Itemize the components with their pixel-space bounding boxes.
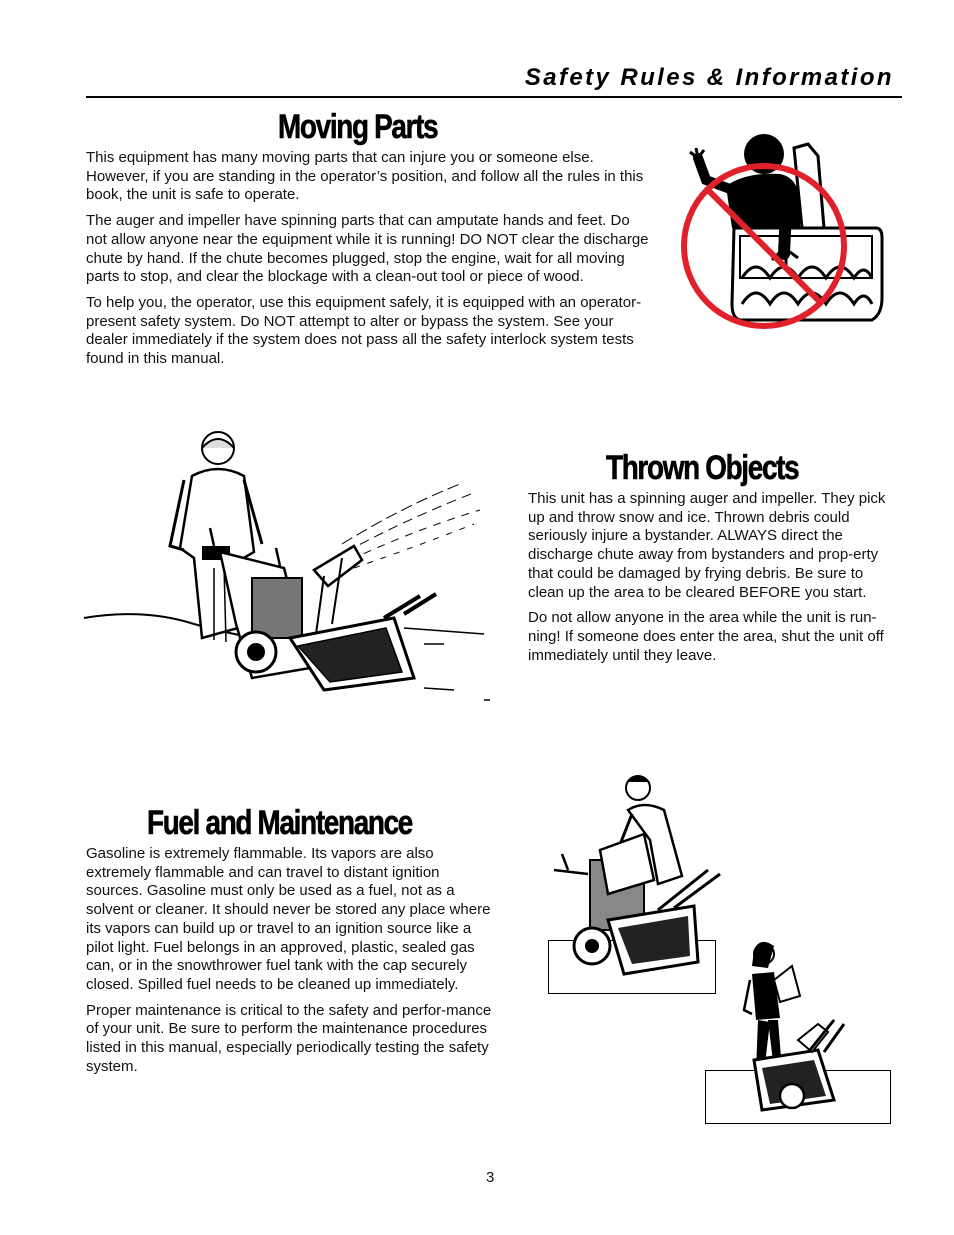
moving-parts-body	[86, 149, 652, 376]
paragraph: The auger and impeller have spinning parts that can amputate hands and feet. Do not allow anyone near the equipment while it is running! DO NOT clear the discharge chute by hand. If the chute becomes plugged, stop the engine, wait for all moving parts to stop, and clear the blockage with a clean-out tool or piece of wood.	[86, 212, 649, 286]
moving-parts-title: Moving Parts	[278, 108, 438, 146]
paragraph: To help you, the operator, use this equipment safely, it is equipped with an operator-present safety system. Do NOT attempt to alter or bypass the system. See your dealer immediately if the system does not pass all the safety interlock system tests found in this manual.	[86, 293, 642, 368]
thrown-objects-body	[528, 490, 896, 672]
header-rule	[86, 96, 902, 98]
operator-with-snowthrower-illustration	[84, 428, 504, 708]
fuel-maintenance-title: Fuel and Maintenance	[147, 804, 413, 842]
paragraph: Proper maintenance is critical to the safety and perfor-mance of your unit. Be sure to perform the maintenance procedures listed in this manual, especially periodically testing the safety system.	[86, 1001, 492, 1075]
fuel-maintenance-body	[86, 845, 498, 1083]
no-hands-in-auger-icon	[676, 128, 886, 348]
paragraph: This equipment has many moving parts that can injure you or someone else. However, if you are standing in the operator’s position, and follow all the rules in this book, the unit is safe to operate.	[86, 149, 644, 204]
maintenance-illustration	[548, 770, 894, 1120]
paragraph: Gasoline is extremely flammable. Its vapors are also extremely flammable and can travel to distant ignition sources. Gasoline must only be used as a fuel, not as a solvent or cleaner. It should never be stored any place where its vapors can build up or travel to an ignition source like a pilot light. Fuel belongs in an approved, plastic, sealed gas can, or in the snowthrower fuel tank with the cap securely closed. Spilled fuel needs to be cleaned up immediately.	[86, 845, 491, 993]
paragraph: This unit has a spinning auger and impeller. They pick up and throw snow and ice. Thrown debris could seriously injure a bystander. ALWAYS direct the discharge chute away from bystanders and prop-erty that could be damaged by frying debris. Be sure to clean up the area to be cleared BEFORE you start.	[528, 490, 886, 601]
running-header: Safety Rules & Information	[524, 64, 894, 91]
paragraph: Do not allow anyone in the area while the unit is run-ning! If someone does enter the area, shut the unit off immediately until they leave.	[528, 609, 884, 664]
page-number: 3	[486, 1169, 495, 1186]
thrown-objects-title: Thrown Objects	[606, 449, 799, 487]
